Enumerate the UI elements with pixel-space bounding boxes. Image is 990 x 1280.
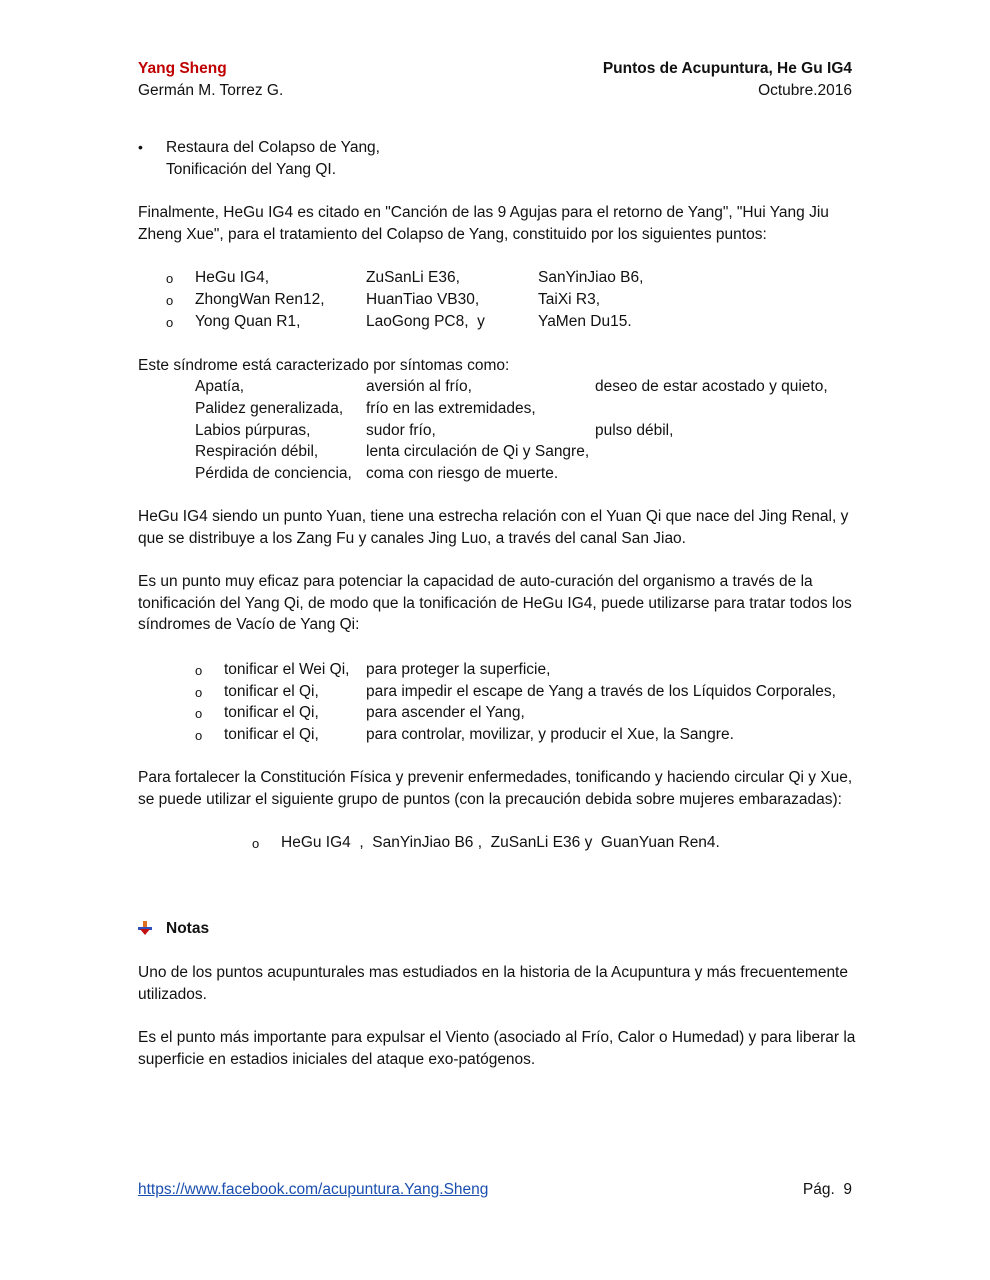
list-item: tonificar el Qi, (224, 726, 319, 743)
notes-arrow-icon (138, 921, 152, 935)
symptom-cell: Respiración débil, (195, 443, 319, 460)
list-item: LaoGong PC8, y (366, 313, 485, 330)
list-marker: o (195, 663, 203, 678)
list-item: ZuSanLi E36, (366, 269, 460, 286)
list-item: tonificar el Qi, (224, 683, 319, 700)
symptom-cell: aversión al frío, (366, 378, 472, 395)
symptom-cell: Pérdida de conciencia, (195, 465, 352, 482)
notes-paragraph-1: Uno de los puntos acupunturales mas estudiados en la historia de la Acupuntura y más frecuentemente utilizados. (138, 964, 848, 1003)
paragraph-tonification: Es un punto muy eficaz para potenciar la capacidad de auto-curación del organismo a través de la tonificación del Yang Qi, de modo que la tonificación de HeGu IG4, puede utilizarse para tratar todos los síndromes de Vacío de Yang Qi: (138, 573, 852, 634)
list-marker: o (195, 685, 203, 700)
list-marker: o (195, 728, 203, 743)
list-marker: o (195, 706, 203, 721)
paragraph-constitution: Para fortalecer la Constitución Física y prevenir enfermedades, tonificando y haciendo circular Qi y Xue, se puede utilizar el siguiente grupo de puntos (con la precaución debida sobre mujeres embarazadas): (138, 769, 853, 808)
facebook-link[interactable]: https://www.facebook.com/acupuntura.Yang.Sheng (138, 1181, 489, 1198)
symptom-cell: Labios púrpuras, (195, 422, 311, 439)
paragraph-yuan: HeGu IG4 siendo un punto Yuan, tiene una estrecha relación con el Yuan Qi que nace del Jing Renal, y que se distribuye a los Zang Fu y canales Jing Luo, a través del canal San Jiao. (138, 508, 849, 547)
symptom-cell: coma con riesgo de muerte. (366, 465, 559, 482)
symptoms-intro: Este síndrome está caracterizado por síntomas como: (138, 357, 510, 374)
list-item: para ascender el Yang, (366, 704, 525, 721)
symptom-cell: frío en las extremidades, (366, 400, 536, 417)
list-item: para impedir el escape de Yang a través de los Líquidos Corporales, (366, 683, 836, 700)
document-date: Octubre.2016 (758, 81, 852, 99)
list-marker: o (166, 271, 174, 286)
page-number: Pág. 9 (802, 1181, 852, 1198)
list-item: tonificar el Qi, (224, 704, 319, 721)
header-left (138, 58, 283, 101)
document-title: Puntos de Acupuntura, He Gu IG4 (602, 60, 852, 77)
symptom-cell: pulso débil, (595, 422, 674, 439)
list-item: YaMen Du15. (538, 313, 632, 330)
list-item: para proteger la superficie, (366, 661, 551, 678)
points-group: HeGu IG4 , SanYinJiao B6 , ZuSanLi E36 y GuanYuan Ren4. (281, 834, 720, 851)
bullet-dot: • (138, 139, 143, 155)
list-item: TaiXi R3, (538, 291, 601, 308)
list-item: ZhongWan Ren12, (195, 291, 325, 308)
paragraph-intro: Finalmente, HeGu IG4 es citado en "Canción de las 9 Agujas para el retorno de Yang", "Hui Yang Jiu Zheng Xue", para el tratamiento del Colapso de Yang, constituido por los siguientes puntos: (138, 204, 829, 243)
symptom-cell: sudor frío, (366, 422, 436, 439)
list-item: SanYinJiao B6, (538, 269, 644, 286)
symptom-cell: deseo de estar acostado y quieto, (595, 378, 828, 395)
list-marker: o (166, 293, 174, 308)
bullet-line-1: Restaura del Colapso de Yang, (166, 139, 380, 156)
list-item: tonificar el Wei Qi, (224, 661, 350, 678)
symptom-cell: Apatía, (195, 378, 245, 395)
symptom-cell: lenta circulación de Qi y Sangre, (366, 443, 590, 460)
header-right (603, 58, 852, 101)
list-item: Yong Quan R1, (195, 313, 301, 330)
list-item: HeGu IG4, (195, 269, 270, 286)
list-marker: o (252, 836, 260, 851)
list-marker: o (166, 315, 174, 330)
symptom-cell: Palidez generalizada, (195, 400, 344, 417)
list-item: HuanTiao VB30, (366, 291, 480, 308)
list-item: para controlar, movilizar, y producir el Xue, la Sangre. (366, 726, 734, 743)
bullet-line-2: Tonificación del Yang QI. (166, 161, 337, 178)
brand-title: Yang Sheng (138, 60, 227, 77)
notes-paragraph-2: Es el punto más importante para expulsar el Viento (asociado al Frío, Calor o Humedad) y para liberar la superficie en estadios iniciales del ataque exo-patógenos. (138, 1029, 856, 1068)
notes-heading: Notas (166, 920, 210, 937)
author-name: Germán M. Torrez G. (138, 81, 284, 99)
